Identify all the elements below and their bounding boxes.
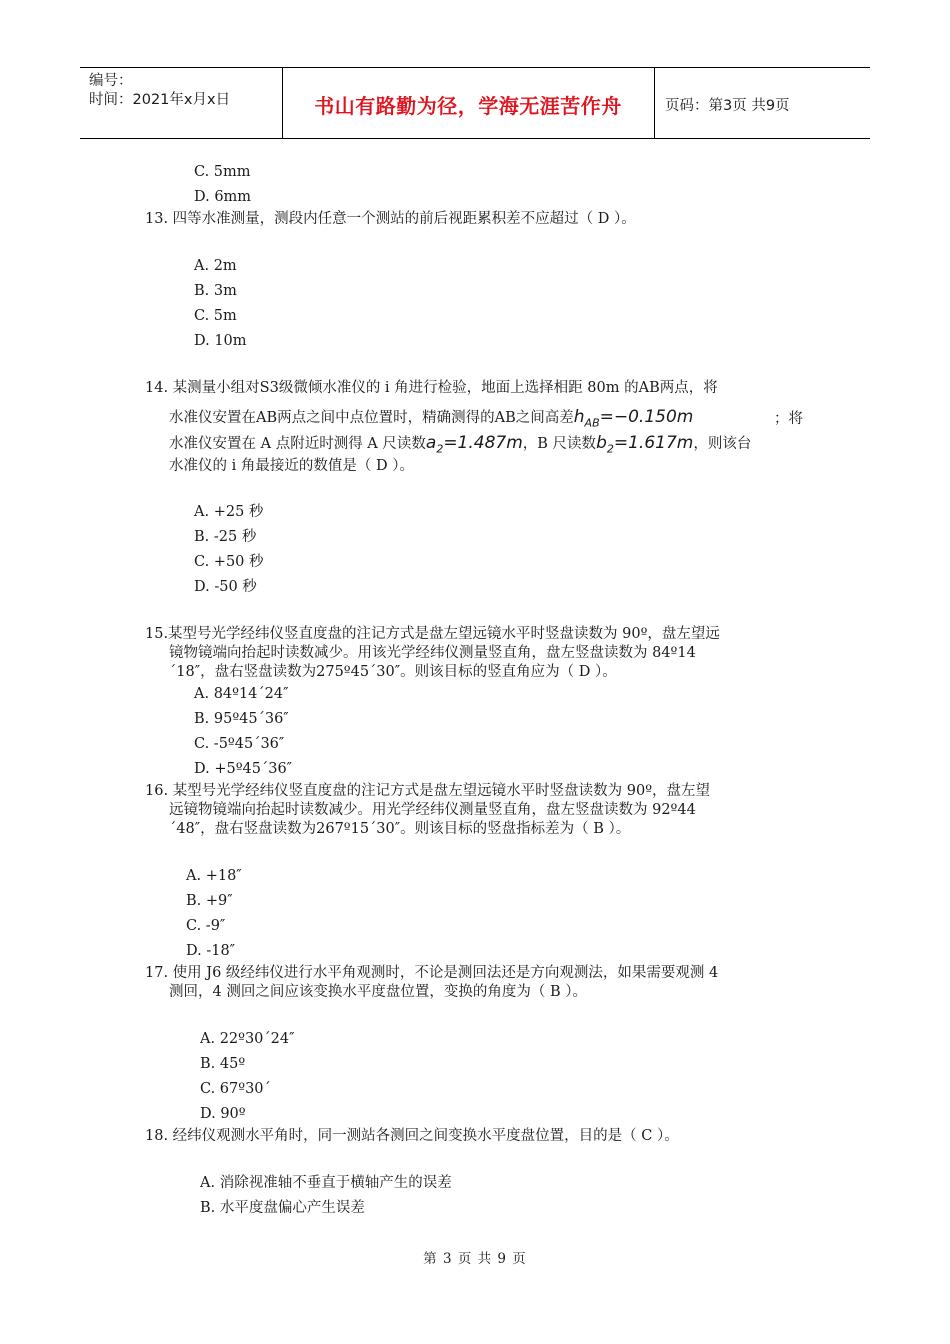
question-text: ，则该台 [693, 436, 752, 452]
option-line: B. 45º [200, 1056, 246, 1072]
option-line: A. 消除视准轴不垂直于横轴产生的误差 [200, 1175, 452, 1191]
option-line: D. 90º [200, 1106, 246, 1122]
header-divider [654, 68, 655, 138]
question-line: ´18″，盘右竖盘读数为275º45´30″。则该目标的竖直角应为（ D ）。 [169, 664, 617, 680]
question-line: 15.某型号光学经纬仪竖直度盘的注记方式是盘左望远镜水平时竖盘读数为 90º，盘左望远 [145, 626, 720, 642]
question-line: 13. 四等水准测量，测段内任意一个测站的前后视距累积差不应超过（ D ）。 [145, 211, 636, 227]
question-line: 16. 某型号光学经纬仪竖直度盘的注记方式是盘左望远镜水平时竖盘读数为 90º，盘左望 [145, 783, 711, 799]
option-line: D. +5º45´36″ [194, 761, 293, 777]
question-line: 水准仪的 i 角最接近的数值是（ D ）。 [169, 458, 414, 474]
option-line: C. -5º45´36″ [194, 736, 285, 752]
height-diff-formula: $h_{AB}=-0.150m$ [573, 407, 694, 430]
question-text: 水准仪安置在 A 点附近时测得 A 尺读数 [169, 436, 426, 452]
time-label: 时间：2021年x月x日 [89, 92, 231, 108]
header-motto: 书山有路勤为径，学海无涯苦作舟 [314, 94, 622, 118]
question-line: 镜物镜端向抬起时读数减少。用该光学经纬仪测量竖直角，盘左竖盘读数为 84º14 [169, 645, 696, 661]
question-text: ，B 尺读数 [522, 436, 597, 452]
header-table [80, 67, 870, 139]
option-line: A. 2m [194, 258, 237, 274]
question-line: 17. 使用 J6 级经纬仪进行水平角观测时，不论是测回法还是方向观测法，如果需要观测 4 [145, 965, 719, 981]
question-line: 测回，4 测回之间应该变换水平度盘位置，变换的角度为（ B ）。 [169, 984, 587, 1000]
option-line: B. -25 秒 [194, 529, 257, 545]
number-label: 编号： [89, 73, 133, 89]
option-line: A. +18″ [186, 868, 242, 884]
page-label: 页码：第3页 共9页 [665, 98, 790, 114]
reading-a-formula: $a_2=1.487m$ [425, 433, 523, 456]
option-line: A. +25 秒 [194, 504, 264, 520]
option-line: D. -50 秒 [194, 579, 257, 595]
option-line: D. -18″ [186, 943, 236, 959]
option-line: C. +50 秒 [194, 554, 264, 570]
question-line: 14. 某测量小组对S3级微倾水准仪的 i 角进行检验，地面上选择相距 80m 的AB两点，将 [145, 380, 718, 396]
header-left [89, 72, 230, 110]
option-line: D. 6mm [194, 189, 252, 205]
option-line: C. -9″ [186, 918, 226, 934]
option-line: B. +9″ [186, 893, 233, 909]
option-line: B. 3m [194, 283, 237, 299]
question-line: ´48″，盘右竖盘读数为267º15´30″。则该目标的竖盘指标差为（ B ）。 [169, 821, 631, 837]
option-line: B. 水平度盘偏心产生误差 [200, 1200, 365, 1216]
question-line: 远镜物镜端向抬起时读数减少。用光学经纬仪测量竖直角，盘左竖盘读数为 92º44 [169, 802, 696, 818]
option-line: C. 5m [194, 308, 237, 324]
option-line: A. 22º30´24″ [200, 1031, 295, 1047]
reading-b-formula: $b_2=1.617m$ [596, 433, 694, 456]
option-line: D. 10m [194, 333, 247, 349]
question-text: 水准仪安置在AB两点之间中点位置时，精确测得的AB之间高差 [169, 410, 574, 426]
option-line: B. 95º45´36″ [194, 711, 289, 727]
page-footer: 第 3 页 共 9 页 [423, 1251, 527, 1267]
option-line: C. 5mm [194, 164, 251, 180]
option-line: A. 84º14´24″ [194, 686, 289, 702]
option-line: C. 67º30´ [200, 1081, 271, 1097]
question-line [169, 407, 693, 433]
question-line: 18. 经纬仪观测水平角时，同一测站各测回之间变换水平度盘位置，目的是（ C ）。 [145, 1128, 679, 1144]
question-text: ；将 [774, 411, 803, 427]
